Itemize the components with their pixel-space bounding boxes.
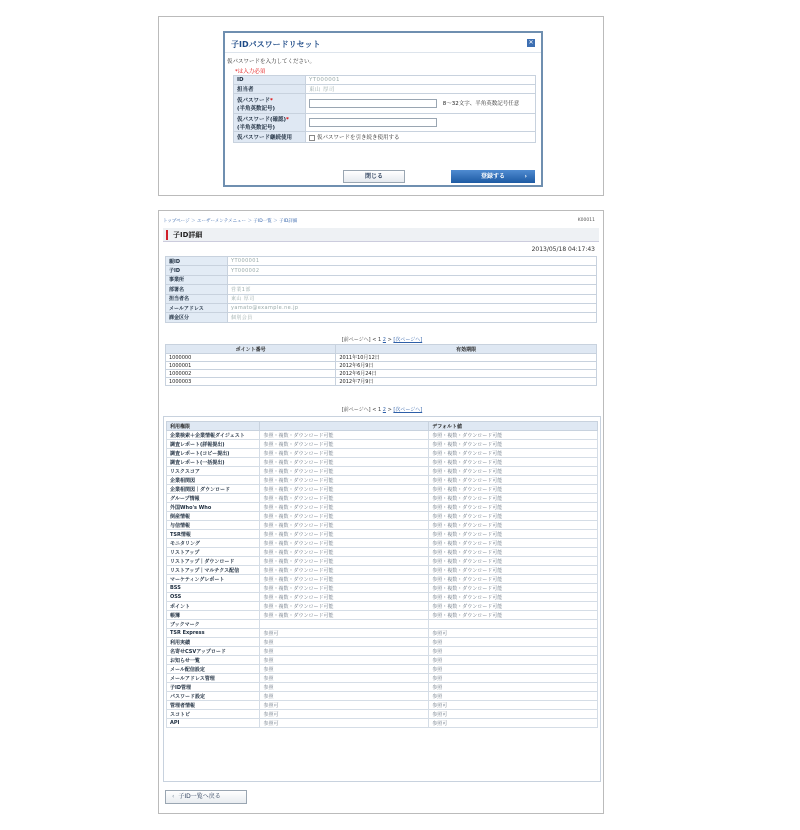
perm-value: 参照・複数・ダウンロード可能 [260, 440, 429, 449]
perm-default: 参照・複数・ダウンロード可能 [429, 431, 598, 440]
perm-default: 参照・複数・ダウンロード可能 [429, 476, 598, 485]
permissions-panel [163, 416, 601, 782]
close-icon[interactable]: ✕ [528, 39, 534, 46]
reset-form [233, 75, 536, 143]
table-row [167, 548, 598, 557]
pager-lt: < [372, 337, 377, 343]
info-label: メールアドレス [166, 303, 228, 312]
table-row [167, 611, 598, 620]
perm-name: TSR Express [167, 629, 260, 638]
table-row [166, 354, 597, 362]
perm-default: 参照・複数・ダウンロード可能 [429, 485, 598, 494]
perm-name: パスワード設定 [167, 692, 260, 701]
table-row [167, 440, 598, 449]
info-value: 営業1部 [228, 285, 597, 294]
temp-password-cell [306, 94, 536, 114]
perm-value: 参照・複数・ダウンロード可能 [260, 521, 429, 530]
table-row [167, 656, 598, 665]
table-row [167, 476, 598, 485]
perm-header-value [260, 422, 429, 431]
table-row [167, 539, 598, 548]
point-expiry: 2012年6月24日 [336, 370, 597, 378]
perm-default: 参照・複数・ダウンロード可能 [429, 440, 598, 449]
table-row [167, 530, 598, 539]
perm-name: OSS [167, 593, 260, 602]
perm-name: 与信情報 [167, 521, 260, 530]
table-row [167, 593, 598, 602]
perm-name: 企業相関図｜ダウンロード [167, 485, 260, 494]
continue-use-checkbox[interactable] [309, 135, 315, 141]
info-label: 課金区分 [166, 313, 228, 322]
table-row [166, 370, 597, 378]
point-number: 1000000 [166, 354, 336, 362]
temp-password-input[interactable] [309, 99, 437, 108]
perm-default: 参照・複数・ダウンロード可能 [429, 548, 598, 557]
table-row [167, 467, 598, 476]
table-row [167, 485, 598, 494]
perm-name: 調査レポート(詳報提出) [167, 440, 260, 449]
perm-default: 参照 [429, 647, 598, 656]
perm-value: 参照 [260, 665, 429, 674]
perm-default: 参照・複数・ダウンロード可能 [429, 503, 598, 512]
perm-default: 参照・複数・ダウンロード可能 [429, 584, 598, 593]
page-id: K00011 [577, 218, 595, 223]
perm-value: 参照・複数・ダウンロード可能 [260, 548, 429, 557]
perm-default: 参照 [429, 692, 598, 701]
perm-value: 参照・複数・ダウンロード可能 [260, 575, 429, 584]
table-row [167, 503, 598, 512]
perm-default: 参照・複数・ダウンロード可能 [429, 521, 598, 530]
info-value: yamato@example.ne.jp [228, 303, 597, 312]
perm-name: お知らせ一覧 [167, 656, 260, 665]
table-row [167, 674, 598, 683]
breadcrumb[interactable]: トップページ ＞ ユーザーメンテメニュー ＞ 子ID一覧 ＞ 子ID詳細 [163, 219, 298, 224]
info-value: 個別会員 [228, 313, 597, 322]
perm-default: 参照・複数・ダウンロード可能 [429, 557, 598, 566]
back-to-list-label: 子ID一覧へ戻る [178, 793, 221, 800]
perm-name: メール配信設定 [167, 665, 260, 674]
perm-default: 参照可 [429, 701, 598, 710]
perm-default: 参照・複数・ダウンロード可能 [429, 593, 598, 602]
perm-default: 参照・複数・ダウンロード可能 [429, 602, 598, 611]
required-star: * [270, 97, 273, 104]
perm-default: 参照・複数・ダウンロード可能 [429, 494, 598, 503]
id-label: ID [234, 76, 306, 85]
info-value: YT000002 [228, 266, 597, 275]
point-expiry: 2012年6月9日 [336, 362, 597, 370]
pager-top [159, 336, 605, 343]
perm-value: 参照 [260, 692, 429, 701]
register-button[interactable] [451, 170, 535, 183]
continue-use-cell [306, 132, 536, 143]
table-row [167, 647, 598, 656]
perm-value: 参照・複数・ダウンロード可能 [260, 557, 429, 566]
perm-default: 参照・複数・ダウンロード可能 [429, 512, 598, 521]
perm-default: 参照可 [429, 710, 598, 719]
perm-name: 倒産情報 [167, 512, 260, 521]
register-button-label: 登録する [480, 173, 505, 180]
pager-page-2[interactable]: 2 [382, 407, 386, 413]
points-table [165, 344, 597, 386]
perm-default: 参照・複数・ダウンロード可能 [429, 575, 598, 584]
perm-name: マーケティングレポート [167, 575, 260, 584]
person-label: 担当者 [234, 85, 306, 94]
perm-default: 参照・複数・ダウンロード可能 [429, 566, 598, 575]
perm-value: 参照・複数・ダウンロード可能 [260, 485, 429, 494]
close-button[interactable]: 閉じる [343, 170, 405, 183]
table-row [167, 575, 598, 584]
modal-instruction: 仮パスワードを入力してください。 [227, 59, 316, 65]
perm-name: 外国Who's Who [167, 503, 260, 512]
info-value: 東山 厚司 [228, 294, 597, 303]
temp-password-confirm-label [234, 114, 306, 132]
temp-password-confirm-cell [306, 114, 536, 132]
temp-password-label-text: 仮パスワード [237, 97, 271, 104]
chevron-right-icon: › [524, 173, 527, 180]
perm-value: 参照可 [260, 629, 429, 638]
perm-name: BSS [167, 584, 260, 593]
perm-value: 参照 [260, 656, 429, 665]
info-value: YT000001 [228, 257, 597, 266]
perm-value: 参照・複数・ダウンロード可能 [260, 449, 429, 458]
perm-name: TSR情報 [167, 530, 260, 539]
table-row [167, 566, 598, 575]
perm-value: 参照・複数・ダウンロード可能 [260, 530, 429, 539]
pager-gt: > [387, 407, 392, 413]
perm-name: スコトピ [167, 710, 260, 719]
table-row [167, 557, 598, 566]
table-row [167, 710, 598, 719]
perm-default: 参照・複数・ダウンロード可能 [429, 530, 598, 539]
perm-value: 参照可 [260, 701, 429, 710]
timestamp: 2013/05/18 04:17:43 [531, 246, 595, 253]
info-label: 部署名 [166, 285, 228, 294]
continue-use-checkbox-label[interactable]: 仮パスワードを引き続き使用する [317, 135, 400, 141]
pager-gt: > [387, 337, 392, 343]
perm-default: 参照・複数・ダウンロード可能 [429, 467, 598, 476]
points-header-expiry: 有効期限 [336, 345, 597, 354]
perm-name: 調査レポート(コピー提出) [167, 449, 260, 458]
perm-value [260, 620, 429, 629]
table-row [167, 494, 598, 503]
table-row [167, 665, 598, 674]
info-label: 担当者名 [166, 294, 228, 303]
temp-password-hint: 8～32文字、半角英数記号任意 [442, 101, 520, 107]
title-accent [166, 230, 168, 240]
pager-next[interactable]: [次ページへ] [393, 337, 423, 343]
perm-name: メールアドレス管理 [167, 674, 260, 683]
temp-password-confirm-input[interactable] [309, 118, 437, 127]
perm-default: 参照・複数・ダウンロード可能 [429, 539, 598, 548]
table-row [167, 638, 598, 647]
perm-name: 子ID管理 [167, 683, 260, 692]
info-value [228, 275, 597, 284]
info-table [165, 256, 597, 323]
point-number: 1000002 [166, 370, 336, 378]
perm-name: 利用実績 [167, 638, 260, 647]
person-value: 東山 厚司 [306, 85, 536, 94]
back-to-list-button[interactable] [165, 790, 247, 804]
perm-name: API [167, 719, 260, 728]
perm-value: 参照・複数・ダウンロード可能 [260, 476, 429, 485]
perm-name: 調査レポート(一括提出) [167, 458, 260, 467]
perm-name: 企業検索＋企業情報ダイジェスト [167, 431, 260, 440]
modal-title: 子IDパスワードリセット [231, 40, 321, 49]
perm-value: 参照可 [260, 719, 429, 728]
pager-page-2[interactable]: 2 [382, 337, 386, 343]
perm-value: 参照 [260, 638, 429, 647]
table-row [166, 362, 597, 370]
perm-value: 参照・複数・ダウンロード可能 [260, 467, 429, 476]
required-star: * [286, 116, 289, 123]
page-title: 子ID詳細 [173, 231, 203, 239]
temp-password-label [234, 94, 306, 114]
perm-value: 参照・複数・ダウンロード可能 [260, 512, 429, 521]
point-number: 1000001 [166, 362, 336, 370]
perm-value: 参照・複数・ダウンロード可能 [260, 494, 429, 503]
permissions-table [166, 421, 598, 728]
chevron-left-icon: ‹ [172, 793, 175, 800]
modal-divider [225, 52, 541, 53]
table-row [167, 431, 598, 440]
perm-value: 参照・複数・ダウンロード可能 [260, 458, 429, 467]
perm-name: 管理者情報 [167, 701, 260, 710]
perm-default: 参照・複数・ダウンロード可能 [429, 458, 598, 467]
perm-value: 参照・複数・ダウンロード可能 [260, 503, 429, 512]
table-row [167, 719, 598, 728]
table-row [167, 449, 598, 458]
perm-value: 参照・複数・ダウンロード可能 [260, 566, 429, 575]
table-row [167, 629, 598, 638]
perm-value: 参照・複数・ダウンロード可能 [260, 584, 429, 593]
perm-default: 参照可 [429, 719, 598, 728]
id-value: YT000001 [306, 76, 536, 85]
perm-name: 企業相関図 [167, 476, 260, 485]
required-note: *は入力必須 [235, 69, 266, 75]
table-row [167, 620, 598, 629]
info-label: 事業所 [166, 275, 228, 284]
perm-value: 参照可 [260, 710, 429, 719]
perm-value: 参照・複数・ダウンロード可能 [260, 539, 429, 548]
perm-name: リスクスコア [167, 467, 260, 476]
perm-default: 参照 [429, 656, 598, 665]
table-row [167, 521, 598, 530]
pager-prev: [前ページへ] [341, 337, 371, 343]
pager-page-1: 1 [378, 407, 382, 413]
perm-header-default: デフォルト値 [429, 422, 598, 431]
perm-name: 帳簿 [167, 611, 260, 620]
point-number: 1000003 [166, 378, 336, 386]
perm-default [429, 620, 598, 629]
perm-value: 参照・複数・ダウンロード可能 [260, 611, 429, 620]
pager-page-1: 1 [378, 337, 382, 343]
perm-name: グループ情報 [167, 494, 260, 503]
table-row [167, 584, 598, 593]
perm-value: 参照 [260, 674, 429, 683]
perm-value: 参照・複数・ダウンロード可能 [260, 431, 429, 440]
perm-default: 参照・複数・ダウンロード可能 [429, 449, 598, 458]
perm-default: 参照可 [429, 629, 598, 638]
temp-password-sublabel: (半角英数記号) [237, 105, 276, 112]
pager-lt: < [372, 407, 377, 413]
point-expiry: 2011年10月12日 [336, 354, 597, 362]
perm-name: ポイント [167, 602, 260, 611]
perm-name: リストアップ [167, 548, 260, 557]
table-row [167, 602, 598, 611]
pager-next[interactable]: [次ページへ] [393, 407, 423, 413]
table-row [167, 683, 598, 692]
perm-default: 参照・複数・ダウンロード可能 [429, 611, 598, 620]
perm-name: 名寄せCSVアップロード [167, 647, 260, 656]
table-row [167, 692, 598, 701]
table-row [167, 701, 598, 710]
modal-screenshot-frame [158, 16, 604, 196]
perm-default: 参照 [429, 638, 598, 647]
perm-value: 参照 [260, 647, 429, 656]
detail-screenshot-frame [158, 210, 604, 814]
perm-value: 参照・複数・ダウンロード可能 [260, 602, 429, 611]
permissions-rows [167, 431, 598, 728]
perm-value: 参照 [260, 683, 429, 692]
table-row [166, 378, 597, 386]
temp-password-confirm-label-text: 仮パスワード(確認) [237, 116, 287, 123]
continue-use-label: 仮パスワード継続使用 [234, 132, 306, 143]
info-label: 親ID [166, 257, 228, 266]
table-row [167, 512, 598, 521]
password-reset-modal [223, 31, 543, 187]
pager-prev: [前ページへ] [341, 407, 371, 413]
perm-default: 参照 [429, 683, 598, 692]
perm-value: 参照・複数・ダウンロード可能 [260, 593, 429, 602]
temp-password-confirm-sublabel: (半角英数記号) [237, 124, 276, 131]
info-label: 子ID [166, 266, 228, 275]
perm-name: リストアップ｜マルチクス配信 [167, 566, 260, 575]
points-header-number: ポイント番号 [166, 345, 336, 354]
title-bar [163, 228, 599, 242]
point-expiry: 2012年7月9日 [336, 378, 597, 386]
perm-name: ブックマーク [167, 620, 260, 629]
pager-bottom [159, 406, 605, 413]
perm-default: 参照 [429, 665, 598, 674]
perm-name: リストアップ｜ダウンロード [167, 557, 260, 566]
perm-default: 参照 [429, 674, 598, 683]
perm-name: モニタリング [167, 539, 260, 548]
table-row [167, 458, 598, 467]
perm-header-name: 利用権限 [167, 422, 260, 431]
